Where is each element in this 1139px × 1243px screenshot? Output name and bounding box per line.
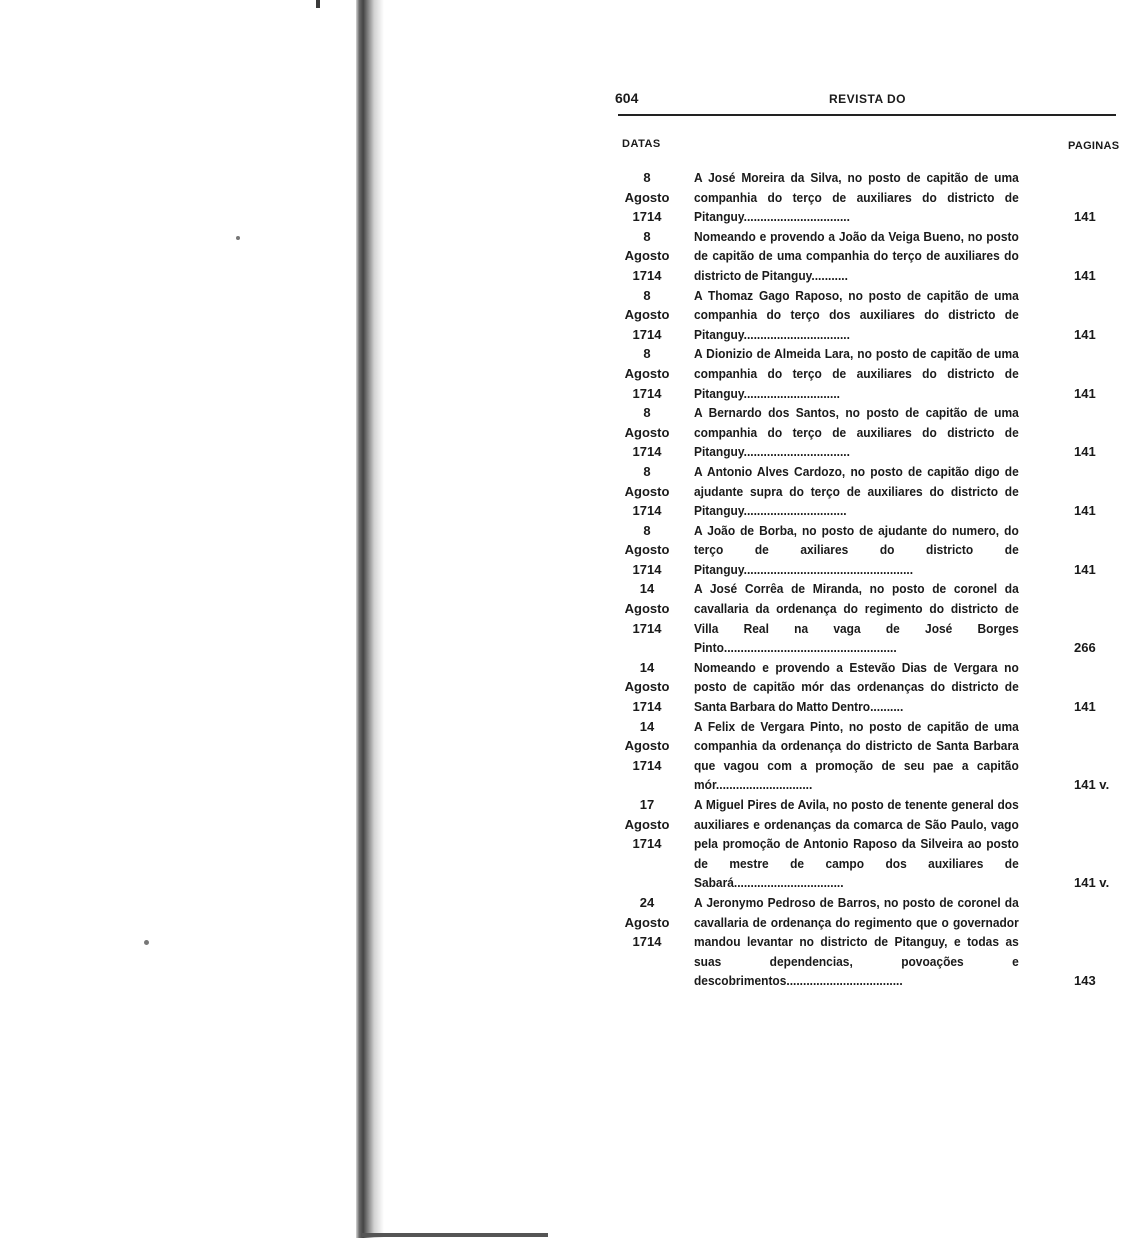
entry-row — [600, 658, 1139, 717]
entry-day: 17 — [639, 797, 655, 812]
entry-month: Agosto — [624, 914, 670, 930]
entry-page: 141 v. — [1074, 875, 1110, 891]
entry-text: A Miguel Pires de Avila, no posto de tenente general dos auxiliares e ordenanças da comarca de São Paulo, vago pela promoção de Antonio Raposo da Silveira ao posto de mestre de campo dos auxiliares de Sabará................................. — [694, 797, 1019, 891]
entry-year: 1714 — [632, 267, 662, 283]
header-rule — [618, 114, 1116, 116]
entry-day: 8 — [643, 405, 651, 421]
entry-month: Agosto — [624, 816, 670, 832]
entry-year: 1714 — [632, 444, 662, 460]
entry-page: 141 — [1074, 561, 1096, 577]
entry-date — [600, 462, 694, 521]
entry-row — [600, 893, 1139, 991]
entry-year: 1714 — [632, 757, 662, 773]
entry-date — [600, 227, 694, 286]
entry-page: 141 — [1074, 385, 1096, 401]
entry-text: A José Moreira da Silva, no posto de capitão de uma companhia do terço de auxiliares do districto de Pitanguy................................ — [694, 170, 1019, 225]
entry-month: Agosto — [624, 248, 670, 264]
entry-date — [600, 168, 694, 227]
entry-text: A Thomaz Gago Raposo, no posto de capitão de uma companhia do terço dos auxiliares do districto de Pitanguy................................ — [694, 287, 1019, 342]
entry-year: 1714 — [632, 934, 662, 950]
paper-speck — [144, 940, 149, 945]
entries-list — [600, 168, 1139, 991]
entry-year: 1714 — [632, 620, 662, 636]
entry-day: 14 — [639, 581, 655, 597]
entry-date — [600, 403, 694, 462]
entry-page: 141 — [1074, 503, 1096, 519]
book-spine — [356, 0, 374, 1238]
entry-text: A Antonio Alves Cardozo, no posto de capitão digo de ajudante supra do terço de auxiliares do districto de Pitanguy............................... — [694, 463, 1019, 519]
entry-year: 1714 — [632, 699, 662, 715]
entry-day: 14 — [639, 718, 655, 734]
entry-page: 141 v. — [1074, 777, 1110, 793]
entry-month: Agosto — [624, 424, 670, 440]
running-title: REVISTA DO — [829, 92, 907, 106]
page-number: 604 — [615, 90, 639, 106]
entry-text: A João de Borba, no posto de ajudante do numero, do terço de axiliares do districto de Pitanguy................................................... — [694, 522, 1019, 577]
entry-date — [600, 658, 694, 717]
entry-day: 8 — [643, 463, 651, 479]
entry-year: 1714 — [632, 836, 662, 852]
column-header-pages: PAGINAS — [1068, 140, 1120, 152]
entry-row — [600, 579, 1139, 657]
entry-text: Nomeando e provendo a João da Veiga Bueno, no posto de capitão de uma companhia do terço de auxiliares do districto de Pitanguy........... — [694, 228, 1019, 283]
entry-month: Agosto — [624, 307, 670, 323]
column-header-dates: DATAS — [622, 138, 661, 150]
entry-month: Agosto — [624, 483, 670, 499]
entry-date — [600, 795, 694, 854]
entry-row — [600, 795, 1139, 893]
entry-year: 1714 — [632, 503, 662, 519]
binding-mark — [316, 0, 320, 8]
entry-date — [600, 344, 694, 403]
entry-year: 1714 — [632, 385, 662, 401]
entry-day: 8 — [643, 522, 651, 538]
entry-year: 1714 — [632, 326, 662, 342]
entry-date — [600, 521, 694, 580]
entry-date — [600, 579, 694, 638]
page-bottom-edge — [362, 1233, 548, 1237]
entry-text: A Bernardo dos Santos, no posto de capitão de uma companhia do terço de auxiliares do districto de Pitanguy................................ — [694, 405, 1019, 460]
entry-date — [600, 893, 694, 952]
entry-page: 143 — [1074, 973, 1096, 989]
entry-row — [600, 227, 1139, 286]
entry-page: 141 — [1074, 444, 1096, 460]
entry-day: 8 — [643, 346, 651, 362]
entry-year: 1714 — [632, 561, 662, 577]
entry-text: Nomeando e provendo a Estevão Dias de Vergara no posto de capitão mór das ordenanças do districto de Santa Barbara do Matto Dentro.......... — [694, 659, 1019, 715]
entry-day: 14 — [639, 659, 655, 675]
entry-month: Agosto — [624, 679, 670, 695]
spine-shadow — [374, 0, 384, 1238]
entry-row — [600, 717, 1139, 795]
paper-speck — [236, 236, 240, 240]
entry-page: 141 — [1074, 267, 1096, 283]
entry-row — [600, 286, 1139, 345]
entry-text: A Jeronymo Pedroso de Barros, no posto de coronel da cavallaria de ordenança do regimento que o governador mandou levantar no districto de Pitanguy, e todas as suas dependencias, povoações e descobrimentos................................... — [694, 894, 1019, 989]
entry-row — [600, 344, 1139, 403]
entry-page: 141 — [1074, 326, 1096, 342]
entry-row — [600, 168, 1139, 227]
entry-year: 1714 — [632, 209, 662, 225]
entry-text: A Dionizio de Almeida Lara, no posto de capitão de uma companhia do terço de auxiliares do districto de Pitanguy............................. — [694, 346, 1019, 401]
entry-text: A José Corrêa de Miranda, no posto de coronel da cavallaria da ordenança do regimento do districto de Villa Real na vaga de José Borges Pinto.................................................... — [694, 581, 1019, 656]
entry-date — [600, 717, 694, 776]
entry-row — [600, 521, 1139, 580]
entry-day: 8 — [643, 287, 651, 303]
entry-day: 24 — [639, 894, 655, 910]
entry-date — [600, 286, 694, 345]
entry-month: Agosto — [624, 365, 670, 381]
entry-day: 8 — [643, 228, 651, 244]
entry-month: Agosto — [624, 601, 670, 617]
entry-page: 141 — [1074, 699, 1096, 715]
running-head — [615, 90, 1101, 114]
entry-month: Agosto — [624, 189, 670, 205]
entry-day: 8 — [643, 170, 651, 185]
entry-text: A Felix de Vergara Pinto, no posto de capitão de uma companhia da ordenança do districto de Santa Barbara que vagou com a promoção de seu pae a capitão mór............................. — [694, 718, 1019, 793]
entry-page: 141 — [1074, 209, 1096, 225]
entry-page: 266 — [1074, 640, 1096, 656]
entry-month: Agosto — [624, 542, 670, 558]
entry-row — [600, 462, 1139, 521]
entry-month: Agosto — [624, 738, 670, 754]
entry-row — [600, 403, 1139, 462]
